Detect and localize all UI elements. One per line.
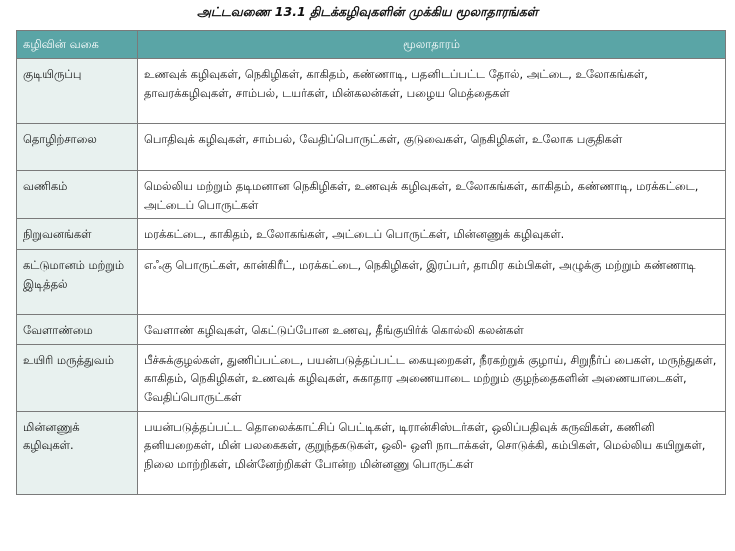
column-header-source: மூலாதாரம்	[138, 31, 726, 59]
table-row	[17, 411, 726, 494]
waste-type-cell: தொழிற்சாலை	[17, 124, 138, 171]
waste-type-cell: வேளாண்மை	[17, 315, 138, 345]
waste-type-cell: குடியிருப்பு	[17, 59, 138, 124]
column-header-waste-type: கழிவின் வகை	[17, 31, 138, 59]
table-row	[17, 124, 726, 171]
source-cell: வேளாண் கழிவுகள், கெட்டுப்போன உணவு, தீங்குயிர்க் கொல்லி கலன்கள்	[138, 315, 726, 345]
source-cell: மரக்கட்டை, காகிதம், உலோகங்கள், அட்டைப் பொருட்கள், மின்னணுக் கழிவுகள்.	[138, 219, 726, 250]
source-cell: பொதிவுக் கழிவுகள், சாம்பல், வேதிப்பொருட்கள், குடுவைகள், நெகிழிகள், உலோக பகுதிகள்	[138, 124, 726, 171]
table-row	[17, 219, 726, 250]
table-row	[17, 171, 726, 219]
source-cell: பயன்படுத்தப்பட்ட தொலைக்காட்சிப் பெட்டிகள், டிரான்சிஸ்டர்கள், ஒலிப்பதிவுக் கருவிகள், கணினி தனியறைகள், மின் பலகைகள், குறுந்தகடுகள், ஒலி- ஒளி நாடாக்கள், சொடுக்கி, கம்பிகள், மெல்லிய கயிறுகள், நிலை மாற்றிகள், மின்னேற்றிகள் போன்ற மின்னணு பொருட்கள்	[138, 411, 726, 494]
waste-type-cell: உயிரி மருத்துவம்	[17, 344, 138, 411]
waste-sources-table	[16, 30, 726, 495]
table-header-row	[17, 31, 726, 59]
source-cell: பீச்சுக்குழல்கள், துணிப்பட்டை, பயன்படுத்தப்பட்ட கையுறைகள், நீரகற்றுக் குழாய், சிறுநீர்ப் பைகள், மருந்துகள், காகிதம், நெகிழிகள், உணவுக் கழிவுகள், சுகாதார அணையாடை மற்றும் குழந்தைகளின் அணையாடைகள், வேதிப்பொருட்கள்	[138, 344, 726, 411]
waste-type-cell: வணிகம்	[17, 171, 138, 219]
waste-type-cell: நிறுவனங்கள்	[17, 219, 138, 250]
table-row	[17, 344, 726, 411]
table-row	[17, 59, 726, 124]
source-cell: மெல்லிய மற்றும் தடிமனான நெகிழிகள், உணவுக் கழிவுகள், உலோகங்கள், காகிதம், கண்ணாடி, மரக்கட்டை, அட்டைப் பொருட்கள்	[138, 171, 726, 219]
table-caption: அட்டவணை 13.1 திடக்கழிவுகளின் முக்கிய மூலாதாரங்கள்	[196, 4, 539, 19]
table-row	[17, 250, 726, 315]
table-row	[17, 315, 726, 345]
waste-type-cell: கட்டுமானம் மற்றும் இடித்தல்	[17, 250, 138, 315]
source-cell: உணவுக் கழிவுகள், நெகிழிகள், காகிதம், கண்ணாடி, பதனிடப்பட்ட தோல், அட்டை, உலோகங்கள், தாவரக்கழிவுகள், சாம்பல், டயர்கள், மின்கலன்கள், பழைய மெத்தைகள்	[138, 59, 726, 124]
source-cell: எஃகு பொருட்கள், கான்கிரீட், மரக்கட்டை, நெகிழிகள், இரப்பர், தாமிர கம்பிகள், அழுக்கு மற்றும் கண்ணாடி	[138, 250, 726, 315]
waste-type-cell: மின்னணுக் கழிவுகள்.	[17, 411, 138, 494]
